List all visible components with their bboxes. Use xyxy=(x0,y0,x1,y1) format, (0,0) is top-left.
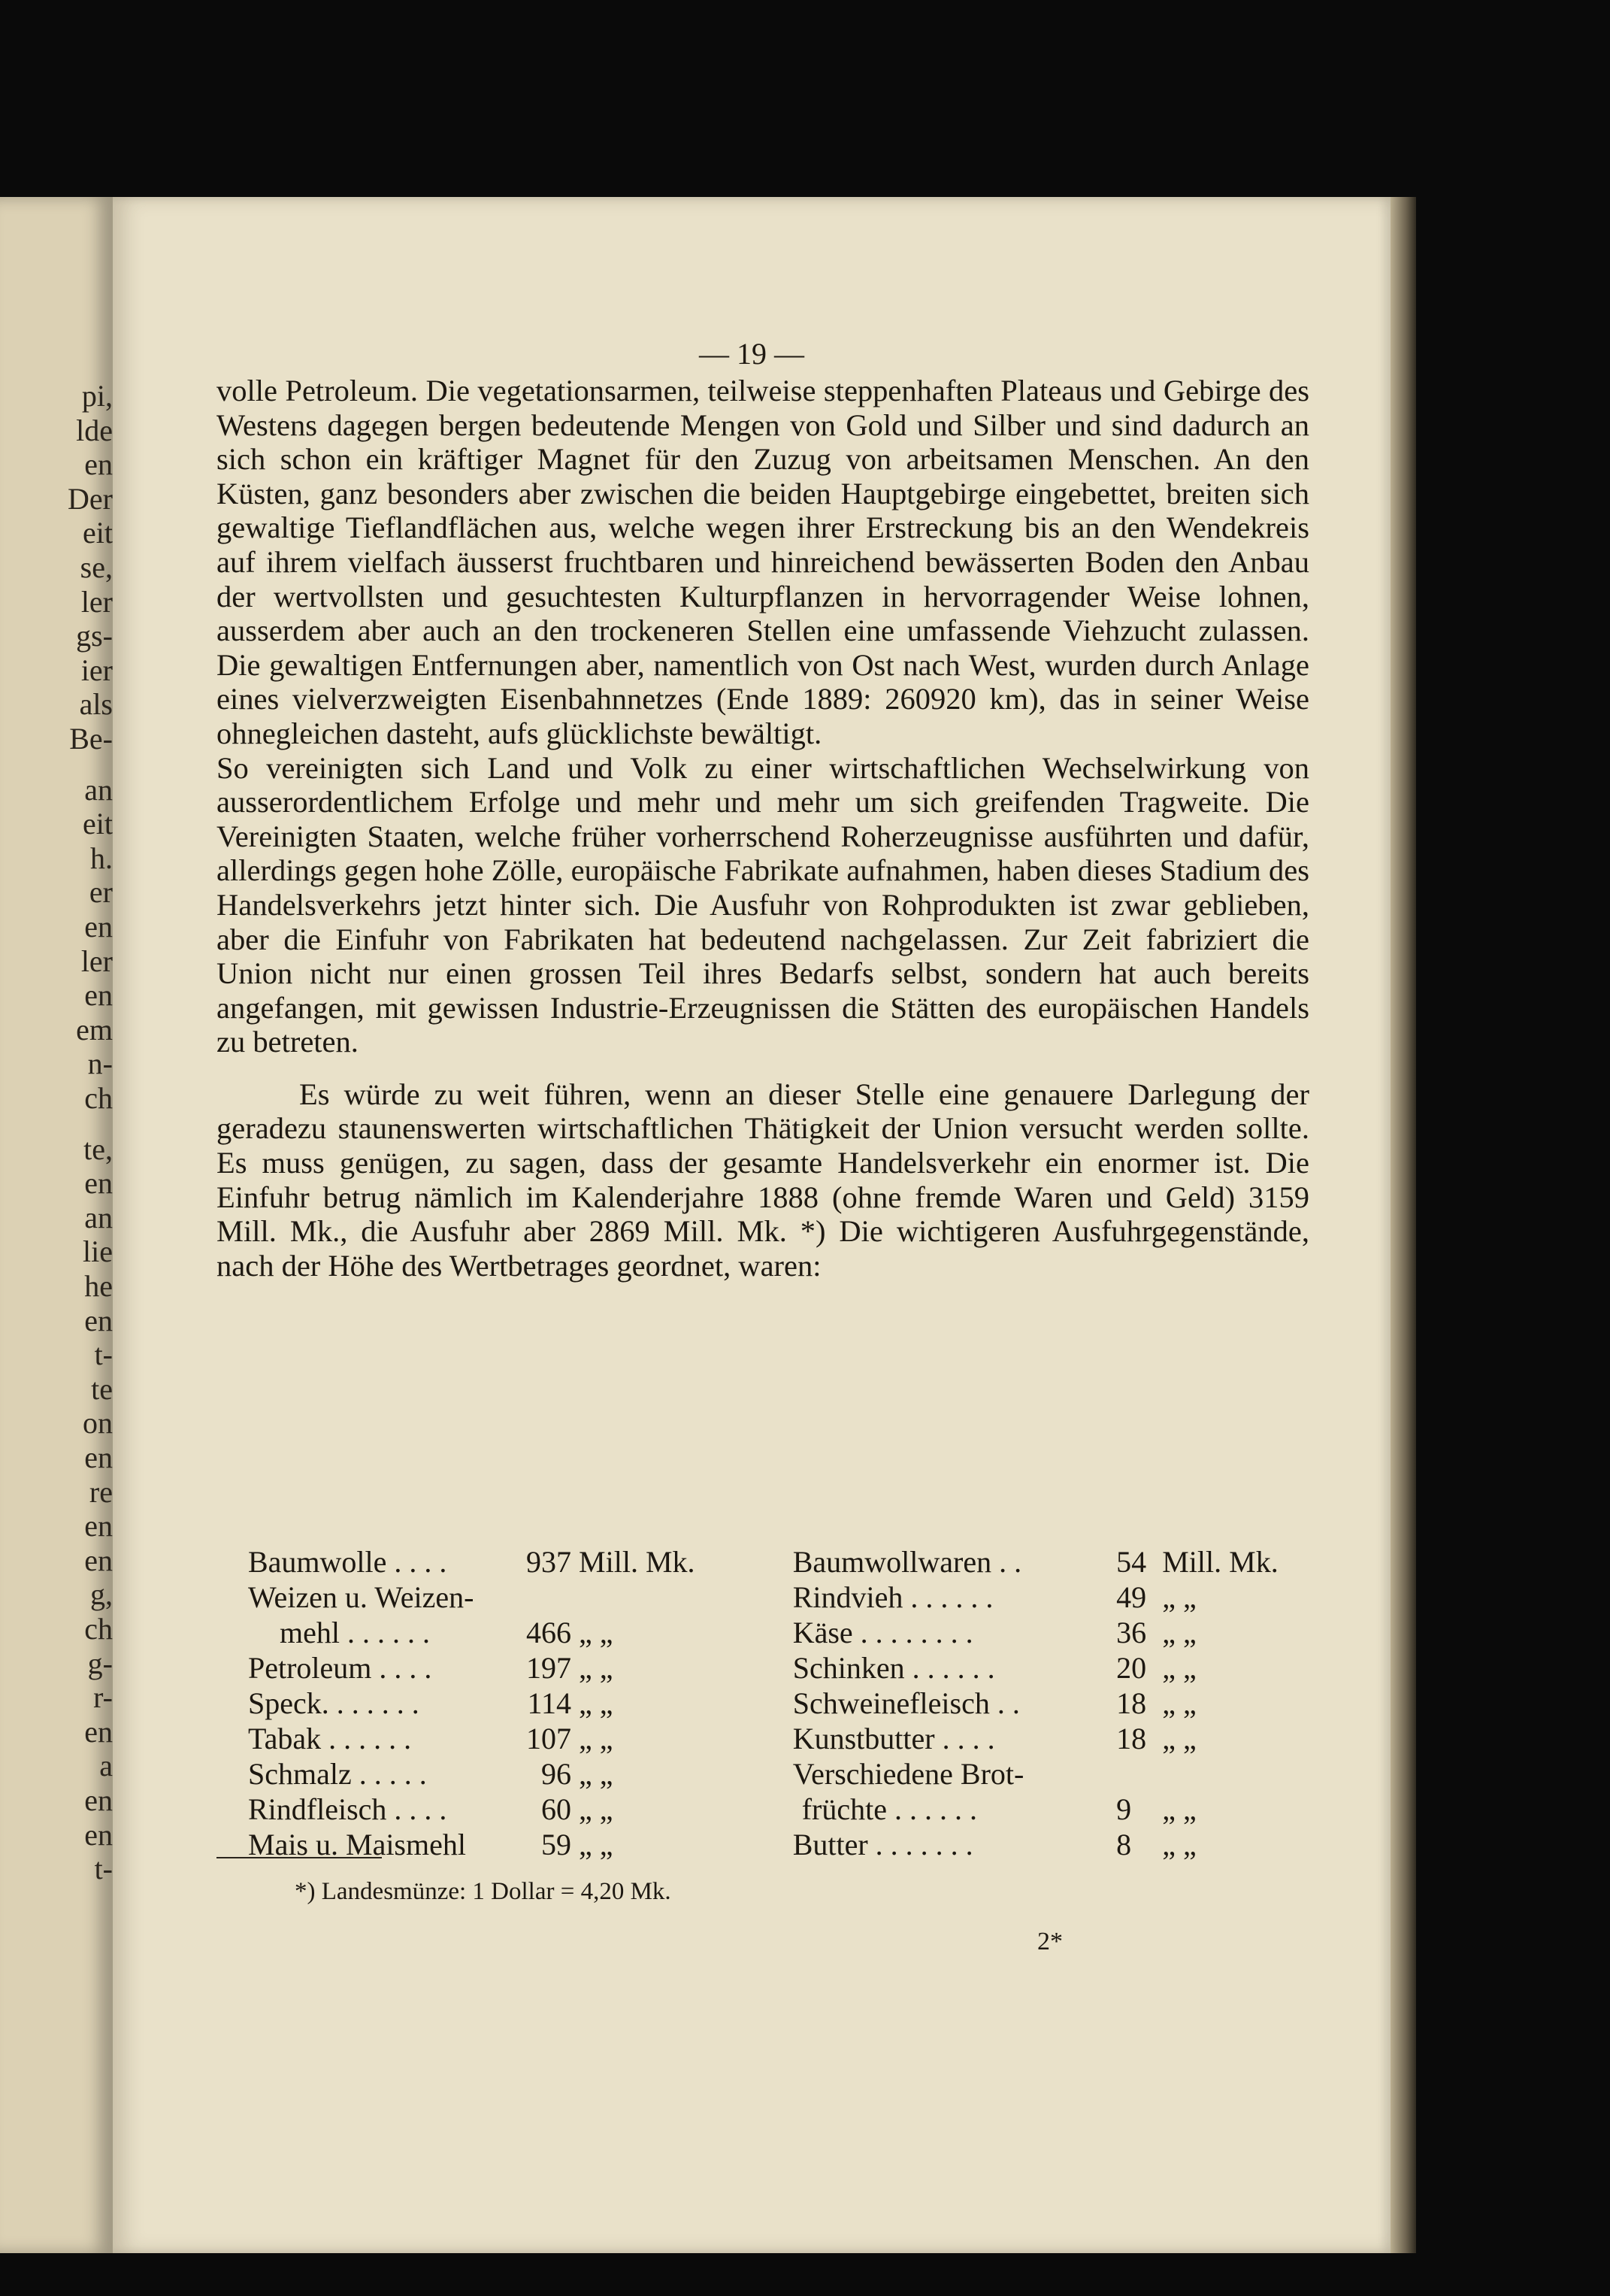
commodity-name: Rindfleisch . . . . xyxy=(248,1792,447,1826)
facing-page-text-fragment: h. xyxy=(90,841,113,875)
facing-page-text-fragment: en xyxy=(84,1714,113,1749)
facing-page-text-fragment: en xyxy=(84,1817,113,1852)
table-row xyxy=(248,1827,1315,1862)
commodity-unit: „ „ xyxy=(1162,1651,1197,1685)
commodity-value: 54 xyxy=(1116,1545,1147,1579)
facing-page-text-fragment: ler xyxy=(80,584,113,619)
footnote-rule xyxy=(216,1857,382,1858)
commodity-unit: „ „ xyxy=(1162,1828,1197,1861)
export-goods-table xyxy=(248,1544,1315,1862)
facing-page-text-fragment: en xyxy=(84,978,113,1013)
commodity-name: mehl . . . . . . xyxy=(280,1616,430,1649)
table-row xyxy=(248,1756,1315,1792)
commodity-unit: „ „ xyxy=(1162,1722,1197,1755)
commodity-name: Mais u. Maismehl xyxy=(248,1828,466,1861)
commodity-name: Rindvieh . . . . . . xyxy=(792,1580,994,1614)
facing-page-text-fragment: se, xyxy=(80,550,113,584)
facing-page-text-fragment: en xyxy=(84,447,113,482)
facing-page-text-fragment: en xyxy=(84,1303,113,1337)
footnote: *) Landesmünze: 1 Dollar = 4,20 Mk. xyxy=(295,1878,671,1905)
commodity-name: Schinken . . . . . . xyxy=(792,1651,995,1685)
facing-page-text-fragment: en xyxy=(84,1783,113,1817)
facing-page-text-fragment: t- xyxy=(94,1337,113,1372)
facing-page-text-fragment: er xyxy=(89,875,113,910)
facing-page-text-fragment: n- xyxy=(87,1047,113,1081)
commodity-name: Baumwolle . . . . xyxy=(248,1545,447,1579)
commodity-unit: „ „ xyxy=(579,1757,613,1791)
commodity-value: 36 xyxy=(1116,1616,1147,1649)
commodity-unit: „ „ xyxy=(579,1686,613,1720)
commodity-value: 49 xyxy=(1116,1580,1147,1614)
facing-page-fragment xyxy=(0,197,113,2253)
facing-page-text-fragment: r- xyxy=(93,1680,113,1715)
paragraph-1: volle Petroleum. Die vegetationsarmen, teilweise steppenhaften Plateaus und Gebirge des Westens dagegen bergen bedeutende Mengen von Gold und Silber und sind dadurch an sich schon ein kräftiger Magnet für den Zuzug von arbeitsamen Menschen. An den Küsten, ganz besonders aber zwischen die beiden Hauptgebirge eingebettet, breiten sich gewaltige Tieflandflächen aus, welche wegen ihrer Erstreckung bis an den Wendekreis auf ihrem vielfach äusserst fruchtbaren und hinreichend bewässerten Boden den Anbau der wertvollsten und gesuchtesten Kulturpflanzen in hervorragender Weise lohnen, ausserdem aber auch an den trockeneren Stellen eine umfassende Viehzucht zulassen. Die gewaltigen Entfernungen aber, namentlich von Ost nach West, wurden durch Anlage eines vielverzweigten Eisenbahnnetzes (Ende 1889: 260920 km), das in seiner Weise ohnegleichen dasteht, aufs glücklichste bewältigt. xyxy=(216,374,1309,750)
commodity-value: 114 xyxy=(527,1686,572,1720)
commodity-unit: „ „ xyxy=(579,1828,613,1861)
facing-page-text-fragment: ch xyxy=(84,1612,113,1646)
facing-page-text-fragment: t- xyxy=(94,1852,113,1886)
commodity-value: 8 xyxy=(1116,1828,1132,1861)
facing-page-text-fragment: ier xyxy=(80,653,113,687)
commodity-unit xyxy=(579,1580,770,1615)
commodity-name: Verschiedene Brot- xyxy=(792,1757,1024,1791)
facing-page-text-fragment: te, xyxy=(83,1131,113,1166)
commodity-unit xyxy=(1162,1756,1315,1792)
commodity-value: 18 xyxy=(1116,1722,1147,1755)
commodity-unit: „ „ xyxy=(579,1792,613,1826)
commodity-unit: „ „ xyxy=(579,1722,613,1755)
commodity-value xyxy=(510,1580,579,1615)
table-row xyxy=(248,1544,1315,1580)
commodity-unit: „ „ xyxy=(1162,1686,1197,1720)
commodity-name: Baumwollwaren . . xyxy=(792,1545,1022,1579)
facing-page-text-fragment: en xyxy=(84,1166,113,1201)
commodity-name: früchte . . . . . . xyxy=(801,1792,977,1826)
commodity-unit: Mill. Mk. xyxy=(1162,1545,1279,1579)
commodity-unit: „ „ xyxy=(579,1651,613,1685)
page-number: — 19 — xyxy=(699,337,804,371)
commodity-unit: Mill. Mk. xyxy=(579,1545,695,1579)
commodity-name: Schmalz . . . . . xyxy=(248,1757,427,1791)
commodity-unit: „ „ xyxy=(579,1616,613,1649)
facing-page-text-fragment: ler xyxy=(80,944,113,978)
facing-page-text-fragment: Der xyxy=(68,481,113,516)
facing-page-text-fragment: en xyxy=(84,1543,113,1577)
facing-page-text-fragment: pi, xyxy=(81,379,113,413)
table-row xyxy=(248,1792,1315,1827)
facing-page-text-fragment: g, xyxy=(90,1577,113,1612)
table-row xyxy=(248,1686,1315,1721)
facing-page-text-fragment: eit xyxy=(83,516,113,550)
facing-page-text-fragment: en xyxy=(84,910,113,944)
commodity-name: Kunstbutter . . . . xyxy=(792,1722,995,1755)
commodity-unit: „ „ xyxy=(1162,1792,1197,1826)
facing-page-text-fragment: on xyxy=(83,1406,113,1440)
paragraph-2: So vereinigten sich Land und Volk zu einer wirtschaftlichen Wechselwirkung von ausserordentlichem Erfolge und mehr und mehr um sich greifenden Tragweite. Die Vereinigten Staaten, welche früher vorherrschend Roherzeugnisse ausführten und dafür, allerdings gegen hohe Zölle, europäische Fabrikate aufnahmen, haben dieses Stadium des Handelsverkehrs jetzt hinter sich. Die Ausfuhr von Rohprodukten ist zwar geblieben, aber die Einfuhr von Fabrikaten hat bedeutend nachgelassen. Zur Zeit fabriziert die Union nicht nur einen grossen Teil ihres Bedarfs selbst, sondern hat auch bereits angefangen, mit gewissen Industrie-Erzeugnissen die Stätten des europäischen Handels zu betreten. xyxy=(216,750,1309,1059)
facing-page-text-fragment: g- xyxy=(87,1646,113,1680)
facing-page-text-fragment: gs- xyxy=(76,619,113,653)
page-edge xyxy=(1391,197,1416,2253)
facing-page-text-fragment: als xyxy=(79,687,113,722)
facing-page-text-fragment: re xyxy=(89,1474,113,1509)
commodity-value: 20 xyxy=(1116,1651,1147,1685)
table-row xyxy=(248,1580,1315,1615)
commodity-name: Käse . . . . . . . . xyxy=(792,1616,973,1649)
facing-page-text-fragment: en xyxy=(84,1509,113,1543)
commodity-name: Weizen u. Weizen- xyxy=(248,1580,474,1614)
facing-page-text-fragment: an xyxy=(84,772,113,807)
facing-page-text-fragment: lie xyxy=(83,1234,113,1269)
commodity-name: Schweinefleisch . . xyxy=(792,1686,1020,1720)
commodity-value xyxy=(1116,1756,1162,1792)
commodity-value: 9 xyxy=(1116,1792,1132,1826)
commodity-value: 59 xyxy=(541,1828,572,1861)
commodity-value: 96 xyxy=(541,1757,572,1791)
commodity-name: Butter . . . . . . . xyxy=(792,1828,973,1861)
facing-page-text-fragment: Be- xyxy=(69,722,113,756)
commodity-value: 107 xyxy=(526,1722,572,1755)
commodity-value: 466 xyxy=(526,1616,572,1649)
facing-page-text-fragment: eit xyxy=(83,807,113,841)
commodity-name: Speck. . . . . . . xyxy=(248,1686,419,1720)
commodity-name: Petroleum . . . . xyxy=(248,1651,432,1685)
commodity-name: Tabak . . . . . . xyxy=(248,1722,412,1755)
commodity-value: 937 xyxy=(526,1545,572,1579)
commodity-unit: „ „ xyxy=(1162,1580,1197,1614)
table-row xyxy=(248,1615,1315,1650)
facing-page-text-fragment: em xyxy=(76,1012,113,1047)
commodity-value: 18 xyxy=(1116,1686,1147,1720)
table-row xyxy=(248,1650,1315,1686)
facing-page-text-fragment: an xyxy=(84,1200,113,1234)
paragraph-3: Es würde zu weit führen, wenn an dieser Stelle eine genauere Darlegung der geradezu staunenswerten wirtschaftlichen Thätigkeit der Union versucht werden sollte. Es muss genügen, zu sagen, dass der gesamte Handelsverkehr ein enormer ist. Die Einfuhr betrug nämlich im Kalenderjahre 1888 (ohne fremde Waren und Geld) 3159 Mill. Mk., die Ausfuhr aber 2869 Mill. Mk. *) Die wichtigeren Ausfuhrgegenstände, nach der Höhe des Wertbetrages geordnet, waren: xyxy=(216,1077,1309,1283)
facing-page-text-fragment: he xyxy=(84,1269,113,1303)
facing-page-text-fragment: a xyxy=(99,1749,113,1783)
signature-mark: 2* xyxy=(1037,1928,1063,1955)
commodity-unit: „ „ xyxy=(1162,1616,1197,1649)
facing-page-text-fragment: ch xyxy=(84,1081,113,1115)
table-row xyxy=(248,1721,1315,1756)
facing-page-text-fragment: en xyxy=(84,1440,113,1474)
book-page xyxy=(113,197,1391,2253)
commodity-value: 197 xyxy=(526,1651,572,1685)
facing-page-text-fragment: te xyxy=(91,1371,113,1406)
body-text xyxy=(216,374,1309,1283)
commodity-value: 60 xyxy=(541,1792,572,1826)
facing-page-text-fragment: lde xyxy=(76,413,113,447)
